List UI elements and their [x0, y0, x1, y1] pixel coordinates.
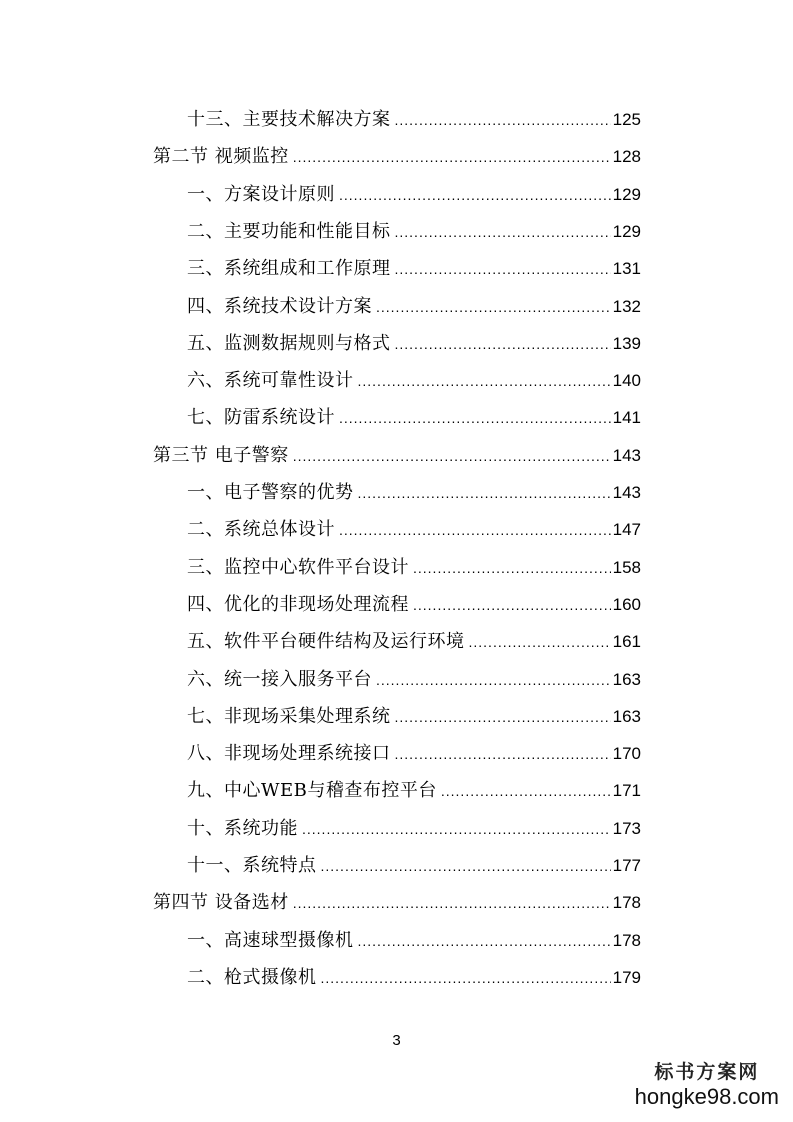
- toc-entry-page: 129: [612, 184, 641, 204]
- toc-dot-leader: [293, 438, 611, 475]
- toc-dot-leader: [469, 624, 611, 661]
- toc-dot-leader: [395, 214, 611, 251]
- toc-dot-leader: [339, 177, 611, 214]
- toc-entry-title: 十一、系统特点: [187, 855, 317, 876]
- toc-entry-page: 147: [612, 520, 641, 540]
- toc-entry-title: 六、统一接入服务平台: [187, 668, 372, 690]
- toc-entry-page: 125: [612, 110, 641, 129]
- toc-entry-page: 178: [612, 930, 641, 950]
- toc-entry[interactable]: [0, 735, 793, 772]
- toc-dot-leader: [358, 475, 611, 512]
- toc-entry-page: 171: [612, 781, 641, 801]
- toc-entry-page: 163: [612, 706, 641, 726]
- toc-entry[interactable]: [0, 549, 793, 586]
- toc-dot-leader: [441, 773, 611, 810]
- toc-dot-leader: [395, 102, 611, 139]
- toc-entry[interactable]: [0, 586, 793, 623]
- toc-entry-page: 163: [612, 669, 641, 689]
- toc-dot-leader: [395, 251, 611, 288]
- toc-entry-page: 178: [612, 893, 641, 913]
- toc-entry[interactable]: [0, 772, 793, 809]
- toc-entry-title: 第四节 设备选材: [153, 892, 289, 914]
- toc-entry-title: 二、系统总体设计: [187, 519, 335, 541]
- toc-entry[interactable]: [0, 101, 793, 138]
- toc-entry[interactable]: [0, 922, 793, 959]
- toc-entry-title: 二、枪式摄像机: [187, 966, 317, 988]
- toc-entry[interactable]: [0, 810, 793, 847]
- toc-dot-leader: [339, 512, 611, 549]
- toc-entry-page: 128: [612, 147, 641, 167]
- toc-dot-leader: [302, 811, 611, 848]
- watermark-name: 标书方案网: [654, 1062, 760, 1083]
- toc-entry-page: 170: [612, 744, 641, 764]
- toc-dot-leader: [358, 363, 611, 400]
- toc-entry[interactable]: [0, 250, 793, 287]
- toc-dot-leader: [413, 550, 611, 587]
- toc-entry-title: 五、监测数据规则与格式: [187, 332, 391, 354]
- toc-entry[interactable]: [0, 213, 793, 250]
- toc-entry[interactable]: [0, 325, 793, 362]
- toc-dot-leader: [339, 400, 611, 437]
- toc-entry-page: 179: [612, 967, 641, 987]
- toc-entry[interactable]: [0, 362, 793, 399]
- watermark: [635, 1057, 779, 1110]
- toc-entry-page: 131: [612, 259, 641, 279]
- toc-dot-leader: [413, 587, 611, 624]
- toc-dot-leader: [321, 848, 611, 885]
- toc-entry-title: 一、电子警察的优势: [187, 482, 354, 503]
- toc-entry-page: 139: [612, 333, 641, 353]
- toc-entry-page: 143: [612, 483, 641, 502]
- toc-entry-title: 三、系统组成和工作原理: [187, 258, 391, 280]
- toc-dot-leader: [395, 736, 611, 773]
- toc-entry[interactable]: [0, 623, 793, 660]
- toc-entry[interactable]: [0, 847, 793, 884]
- page-number: 3: [392, 1032, 401, 1049]
- watermark-url: hongke98.com: [634, 1084, 779, 1109]
- toc-entry-page: 161: [612, 632, 641, 652]
- toc-dot-leader: [376, 289, 611, 326]
- toc-dot-leader: [321, 960, 611, 997]
- toc-entry-title: 六、系统可靠性设计: [187, 370, 354, 392]
- toc-entry-title: 九、中心WEB与稽查布控平台: [187, 780, 437, 802]
- toc-entry-page: 143: [612, 445, 641, 465]
- toc-dot-leader: [293, 139, 611, 176]
- toc-dot-leader: [376, 662, 611, 699]
- toc-entry-title: 七、防雷系统设计: [187, 407, 335, 429]
- toc-entry-page: 173: [612, 818, 641, 838]
- toc-entry-title: 十三、主要技术解决方案: [187, 109, 391, 130]
- toc-entry[interactable]: [0, 661, 793, 698]
- toc-entry-title: 八、非现场处理系统接口: [187, 743, 391, 765]
- toc-entry-page: 140: [612, 371, 641, 391]
- toc-entry-page: 129: [612, 221, 641, 241]
- toc-entry-title: 四、优化的非现场处理流程: [187, 593, 409, 615]
- toc-entry[interactable]: [0, 176, 793, 213]
- toc-entry-title: 四、系统技术设计方案: [187, 295, 372, 317]
- toc-entry-page: 132: [612, 296, 641, 316]
- toc-entry[interactable]: [0, 437, 793, 474]
- toc-dot-leader: [395, 326, 611, 363]
- toc-entry[interactable]: [0, 511, 793, 548]
- toc-dot-leader: [293, 885, 611, 922]
- toc-entry-title: 五、软件平台硬件结构及运行环境: [187, 631, 465, 653]
- toc-entry-page: 160: [612, 594, 641, 614]
- toc-entry[interactable]: [0, 959, 793, 996]
- toc-entry-title: 第三节 电子警察: [153, 444, 289, 466]
- toc-entry-title: 七、非现场采集处理系统: [187, 705, 391, 727]
- toc-entry-page: 177: [612, 856, 641, 875]
- toc-entry[interactable]: [0, 884, 793, 921]
- toc-entry-page: 158: [612, 557, 641, 577]
- toc-entry[interactable]: [0, 399, 793, 436]
- toc-entry-page: 141: [612, 408, 641, 428]
- toc-entry-title: 十、系统功能: [187, 817, 298, 839]
- toc-entry-title: 第二节 视频监控: [153, 146, 289, 168]
- toc-entry-title: 三、监控中心软件平台设计: [187, 556, 409, 578]
- toc-entry-title: 二、主要功能和性能目标: [187, 220, 391, 242]
- toc-entry[interactable]: [0, 138, 793, 175]
- toc-entry-title: 一、方案设计原则: [187, 183, 335, 205]
- toc-entry[interactable]: [0, 474, 793, 511]
- toc-entry[interactable]: [0, 698, 793, 735]
- toc-entry[interactable]: [0, 288, 793, 325]
- toc-dot-leader: [358, 923, 611, 960]
- toc-entry-title: 一、高速球型摄像机: [187, 929, 354, 951]
- toc-dot-leader: [395, 699, 611, 736]
